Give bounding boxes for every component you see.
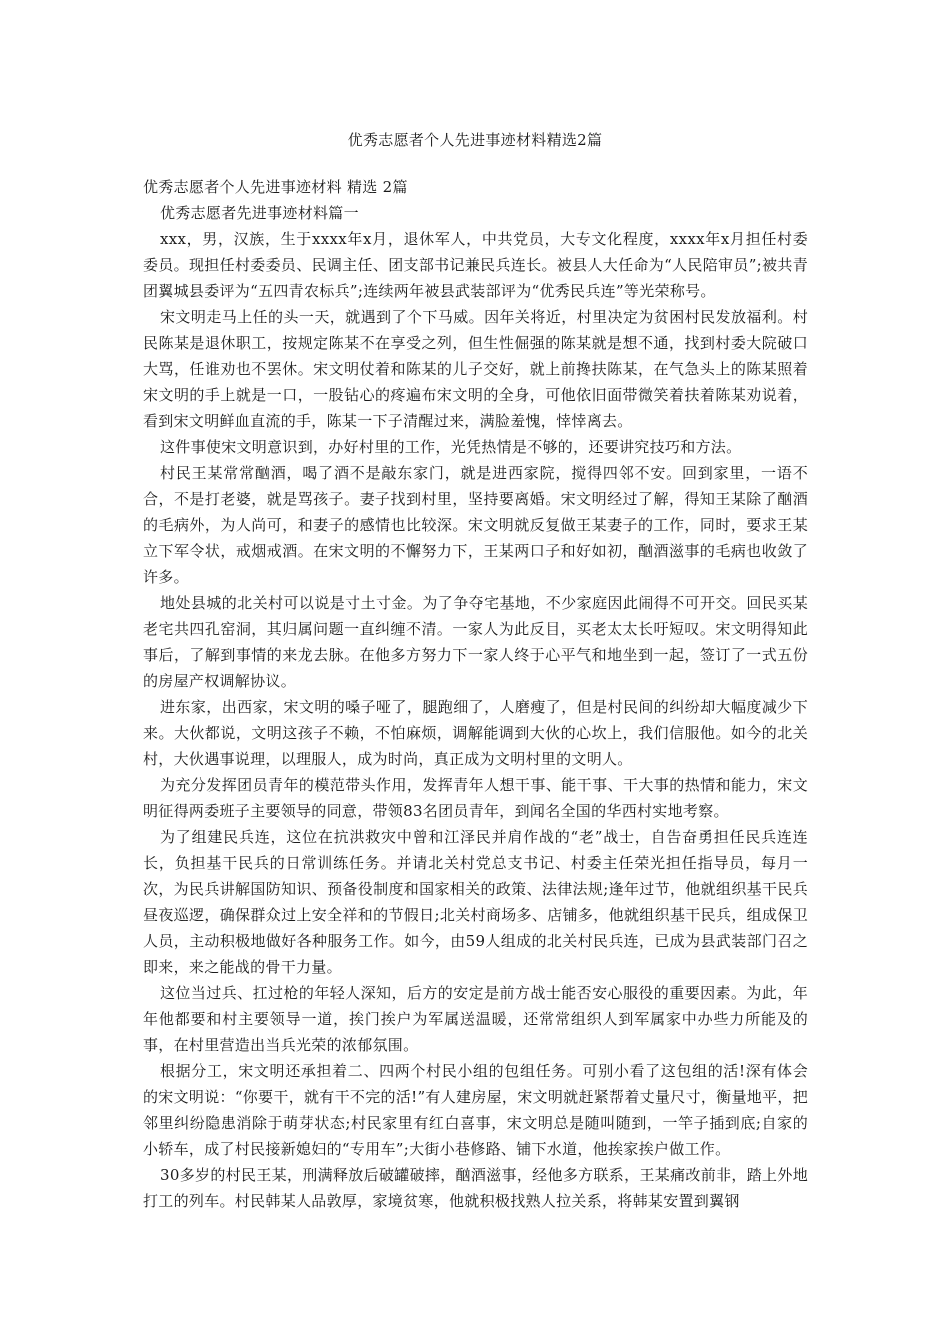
body-paragraph: 为了组建民兵连，这位在抗洪救灾中曾和江泽民并肩作战的“老”战士，自告奋勇担任民兵连连长，负担基干民兵的日常训练任务。并请北关村党总支书记、村委主任荣光担任指导员，每月一次，为民兵讲解国防知识、预备役制度和国家相关的政策、法律法规;逢年过节，他就组织基干民兵昼夜巡逻，确保群众过上安全祥和的节假日;北关村商场多、店铺多，他就组织基干民兵，组成保卫人员，主动积极地做好各种服务工作。如今，由59人组成的北关村民兵连，已成为县武装部门召之即来，来之能战的骨干力量。 <box>143 828 808 976</box>
body-paragraph: 为充分发挥团员青年的模范带头作用，发挥青年人想干事、能干事、干大事的热情和能力，宋文明征得两委班子主要领导的同意，带领83名团员青年，到闻名全国的华西村实地考察。 <box>143 776 808 820</box>
section-heading: 优秀志愿者先进事迹材料篇一 <box>160 204 359 222</box>
body-paragraph: xxx，男，汉族，生于xxxx年x月，退休军人，中共党员，大专文化程度，xxxx年x月担任村委委员。现担任村委委员、民调主任、团支部书记兼民兵连长。被县人大任命为“人民陪审员”;被共青团翼城县委评为“五四青农标兵”;连续两年被县武装部评为“优秀民兵连”等光荣称号。 <box>143 230 808 300</box>
body-paragraph: 这位当过兵、扛过枪的年轻人深知，后方的安定是前方战士能否安心服役的重要因素。为此，年年他都要和村主要领导一道，挨门挨户为军属送温暖，还常常组织人到军属家中办些力所能及的事，在村里营造出当兵光荣的浓郁氛围。 <box>143 984 808 1054</box>
body-paragraph: 地处县城的北关村可以说是寸土寸金。为了争夺宅基地，不少家庭因此闹得不可开交。回民买某老宅共四孔窑洞，其归属问题一直纠缠不清。一家人为此反目，买老太太长吁短叹。宋文明得知此事后，了解到事情的来龙去脉。在他多方努力下一家人终于心平气和地坐到一起，签订了一式五份的房屋产权调解协议。 <box>143 594 808 690</box>
document-subtitle: 优秀志愿者个人先进事迹材料 精选 2篇 <box>143 178 408 196</box>
body-paragraph: 根据分工，宋文明还承担着二、四两个村民小组的包组任务。可别小看了这包组的活!深有体会的宋文明说：“你要干，就有干不完的活!”有人建房屋，宋文明就赶紧帮着丈量尺寸，衡量地平，把邻里纠纷隐患消除于萌芽状态;村民家里有红白喜事，宋文明总是随叫随到，一竿子插到底;自家的小轿车，成了村民接新媳妇的“专用车”;大街小巷修路、铺下水道，他挨家挨户做工作。 <box>143 1062 808 1158</box>
body-paragraph: 宋文明走马上任的头一天，就遇到了个下马威。因年关将近，村里决定为贫困村民发放福利。村民陈某是退休职工，按规定陈某不在享受之列，但生性倔强的陈某就是想不通，找到村委大院破口大骂，任谁劝也不罢休。宋文明仗着和陈某的儿子交好，就上前搀扶陈某，在气急头上的陈某照着宋文明的手上就是一口，一股钻心的疼遍布宋文明的全身，可他依旧面带微笑着扶着陈某劝说着，看到宋文明鲜血直流的手，陈某一下子清醒过来，满脸羞愧，悻悻离去。 <box>143 308 808 430</box>
body-paragraph: 30多岁的村民王某，刑满释放后破罐破摔，酗酒滋事，经他多方联系，王某痛改前非，踏上外地打工的列车。村民韩某人品敦厚，家境贫寒，他就积极找熟人拉关系，将韩某安置到翼钢 <box>143 1166 808 1210</box>
body-paragraph: 进东家，出西家，宋文明的嗓子哑了，腿跑细了，人磨瘦了，但是村民间的纠纷却大幅度减少下来。大伙都说，文明这孩子不赖，不怕麻烦，调解能调到大伙的心坎上，我们信服他。如今的北关村，大伙遇事说理，以理服人，成为时尚，真正成为文明村里的文明人。 <box>143 698 808 768</box>
body-paragraph: 村民王某常常酗酒，喝了酒不是敲东家门，就是进西家院，搅得四邻不安。回到家里，一语不合，不是打老婆，就是骂孩子。妻子找到村里，坚持要离婚。宋文明经过了解，得知王某除了酗酒的毛病外，为人尚可，和妻子的感情也比较深。宋文明就反复做王某妻子的工作，同时，要求王某立下军令状，戒烟戒酒。在宋文明的不懈努力下，王某两口子和好如初，酗酒滋事的毛病也收敛了许多。 <box>143 464 808 586</box>
body-paragraph: 这件事使宋文明意识到，办好村里的工作，光凭热情是不够的，还要讲究技巧和方法。 <box>160 438 742 456</box>
document-title: 优秀志愿者个人先进事迹材料精选2篇 <box>347 131 603 149</box>
document-body <box>143 174 808 1214</box>
